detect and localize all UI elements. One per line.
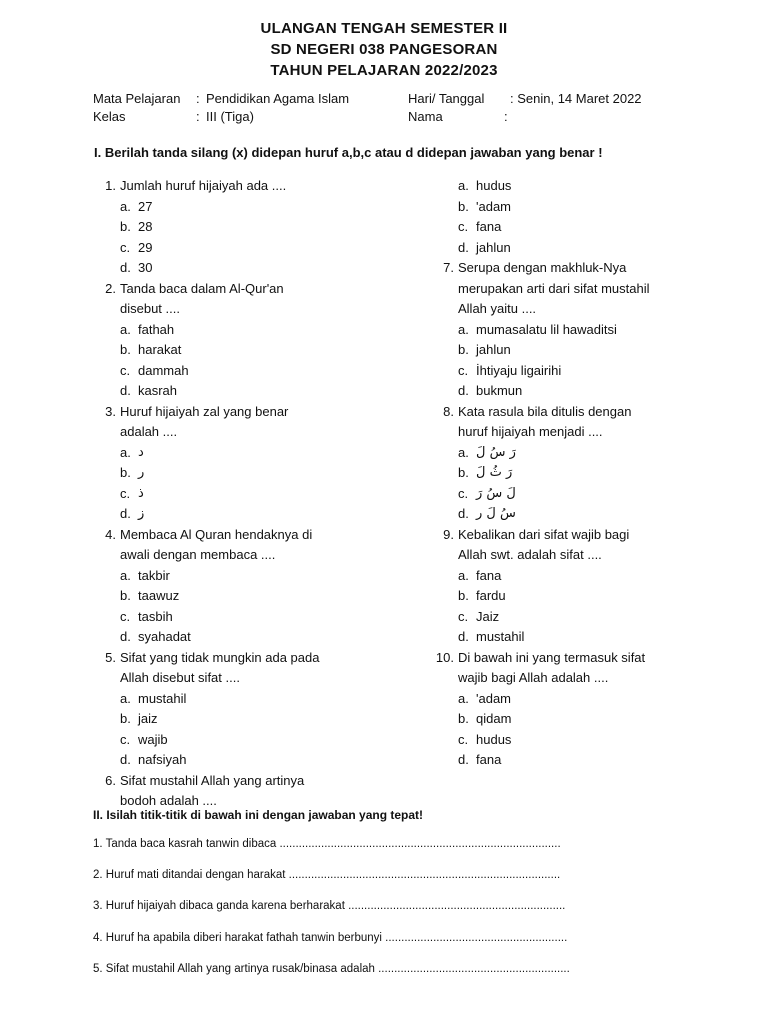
question-line — [92, 525, 412, 546]
question-line — [92, 668, 412, 689]
answer-option[interactable] — [430, 217, 750, 238]
option-text: harakat — [138, 342, 182, 357]
question-text: Allah disebut sifat .... — [120, 670, 240, 685]
question-text: Serupa dengan makhluk-Nya — [458, 260, 627, 275]
answer-option[interactable] — [92, 320, 412, 341]
option-letter: b. — [120, 219, 131, 234]
question-line — [430, 668, 750, 689]
option-text: ز — [138, 506, 145, 521]
option-letter: c. — [120, 239, 131, 255]
question-line — [92, 402, 412, 423]
question-line — [92, 299, 412, 320]
fill-item: 4. Huruf ha apabila diberi harakat fathah tanwin berbunyi ......................................................... — [93, 932, 568, 944]
answer-option[interactable] — [430, 484, 750, 505]
option-letter: b. — [120, 588, 131, 603]
option-text: لَ سُ رَ — [476, 485, 516, 501]
question-text: Membaca Al Quran hendaknya di — [120, 526, 313, 542]
answer-option[interactable] — [430, 607, 750, 628]
question-number: 6. — [105, 772, 116, 788]
option-text: İhtiyaju ligairihi — [476, 362, 562, 378]
question-text: disebut .... — [120, 301, 180, 316]
answer-option[interactable] — [92, 484, 412, 505]
question-number: 10. — [435, 649, 454, 665]
answer-option[interactable] — [92, 463, 412, 484]
answer-option[interactable] — [430, 238, 750, 259]
option-text: fardu — [476, 588, 506, 603]
question-number: 3. — [105, 403, 116, 419]
option-text: takbir — [138, 567, 170, 583]
question-text: bodoh adalah .... — [120, 793, 217, 808]
option-text: fana — [476, 752, 502, 767]
answer-option[interactable] — [92, 381, 412, 402]
question-number: 8. — [443, 403, 454, 419]
answer-option[interactable] — [92, 443, 412, 464]
option-text: ر — [138, 465, 145, 480]
option-letter: a. — [458, 567, 469, 583]
date-label: Hari/ Tanggal — [408, 91, 485, 106]
option-letter: d. — [120, 506, 131, 521]
option-text: jahlun — [476, 239, 511, 255]
option-text: 30 — [138, 260, 153, 275]
question-text: Allah yaitu .... — [458, 301, 537, 316]
question-line — [430, 648, 750, 669]
subject-separator: : — [196, 91, 200, 106]
option-text: taawuz — [138, 588, 180, 603]
answer-option[interactable] — [430, 504, 750, 525]
option-text: qidam — [476, 711, 512, 726]
option-text: bukmun — [476, 383, 523, 398]
question-item — [92, 525, 412, 648]
question-text: Sifat mustahil Allah yang artinya — [120, 772, 305, 788]
option-text: wajib — [138, 731, 168, 747]
option-letter: d. — [458, 383, 469, 398]
answer-option[interactable] — [92, 607, 412, 628]
option-letter: d. — [458, 239, 469, 255]
question-item — [92, 648, 412, 771]
answer-option[interactable] — [92, 689, 412, 710]
option-letter: a. — [458, 444, 469, 460]
option-letter: d. — [120, 383, 131, 398]
question-line — [92, 279, 412, 300]
question-item — [92, 771, 412, 812]
answer-option[interactable] — [92, 258, 412, 279]
question-line — [430, 525, 750, 546]
right-question-column — [430, 176, 750, 771]
answer-option[interactable] — [92, 361, 412, 382]
answer-option[interactable] — [430, 176, 750, 197]
date-value: : Senin, 14 Maret 2022 — [510, 91, 642, 106]
class-label: Kelas — [93, 109, 126, 124]
option-text: mumasalatu lil hawaditsi — [476, 321, 617, 337]
option-letter: b. — [458, 342, 469, 357]
answer-option[interactable] — [92, 217, 412, 238]
option-text: mustahil — [476, 629, 525, 644]
option-letter: a. — [120, 567, 131, 583]
question-line — [92, 648, 412, 669]
option-text: ذ — [138, 485, 144, 501]
option-letter: b. — [120, 711, 131, 726]
answer-option[interactable] — [430, 586, 750, 607]
answer-option[interactable] — [430, 709, 750, 730]
option-letter: b. — [120, 465, 131, 480]
option-text: kasrah — [138, 383, 178, 398]
answer-option[interactable] — [430, 197, 750, 218]
option-letter: d. — [458, 752, 469, 767]
answer-option[interactable] — [92, 627, 412, 648]
option-letter: c. — [120, 608, 131, 624]
option-letter: d. — [458, 506, 469, 521]
name-label: Nama — [408, 109, 443, 124]
section1-instruction: I. Berilah tanda silang (x) didepan huruf a,b,c atau d didepan jawaban yang benar ! — [94, 145, 603, 160]
option-letter: c. — [458, 219, 469, 234]
question-text: Jumlah huruf hijaiyah ada .... — [120, 178, 287, 193]
answer-option[interactable] — [92, 566, 412, 587]
question-line — [92, 422, 412, 443]
answer-option[interactable] — [92, 340, 412, 361]
answer-option[interactable] — [92, 709, 412, 730]
option-letter: c. — [458, 362, 469, 378]
option-text: dammah — [138, 362, 189, 378]
answer-option[interactable] — [92, 504, 412, 525]
option-text: hudus — [476, 178, 512, 193]
option-text: د — [138, 444, 144, 460]
option-text: nafsiyah — [138, 752, 187, 767]
question-item — [92, 279, 412, 402]
question-item — [430, 258, 750, 402]
option-text: سُ لَ ر — [476, 506, 516, 521]
option-text: fathah — [138, 321, 175, 337]
option-text: fana — [476, 219, 502, 234]
question-item — [92, 402, 412, 525]
question-item — [92, 176, 412, 279]
answer-option[interactable] — [430, 340, 750, 361]
question-line — [430, 545, 750, 566]
question-line — [430, 279, 750, 300]
option-text: رَ ثُ لَ — [476, 465, 513, 480]
left-question-column — [92, 176, 412, 812]
option-text: jahlun — [476, 342, 511, 357]
question-text: Allah swt. adalah sifat .... — [458, 547, 602, 562]
option-letter: a. — [120, 690, 131, 706]
option-letter: b. — [458, 588, 469, 603]
option-text: Jaiz — [476, 608, 500, 624]
fill-item: 5. Sifat mustahil Allah yang artinya rusak/binasa adalah ............................................................ — [93, 963, 570, 975]
question-item — [430, 176, 750, 258]
academic-year: TAHUN PELAJARAN 2022/2023 — [270, 62, 498, 79]
answer-option[interactable] — [430, 443, 750, 464]
question-line — [430, 299, 750, 320]
option-letter: a. — [120, 198, 131, 214]
question-line — [92, 771, 412, 792]
option-text: رَ سُ لَ — [476, 444, 516, 460]
question-item — [430, 402, 750, 525]
question-text: Kata rasula bila ditulis dengan — [458, 403, 632, 419]
class-separator: : — [196, 109, 200, 124]
subject-value: Pendidikan Agama Islam — [206, 91, 350, 106]
fill-item: 3. Huruf hijaiyah dibaca ganda karena berharakat .................................................................... — [93, 900, 566, 912]
option-letter: d. — [120, 629, 131, 644]
answer-option[interactable] — [430, 361, 750, 382]
question-text: adalah .... — [120, 424, 178, 439]
answer-option[interactable] — [430, 689, 750, 710]
fill-item: 2. Huruf mati ditandai dengan harakat ..................................................................................... — [93, 869, 561, 881]
option-text: jaiz — [138, 711, 158, 726]
option-text: mustahil — [138, 690, 187, 706]
option-text: 'adam — [476, 690, 512, 706]
question-number: 9. — [443, 526, 454, 542]
option-letter: c. — [458, 485, 469, 501]
question-item — [430, 648, 750, 771]
answer-option[interactable] — [92, 586, 412, 607]
question-text: wajib bagi Allah adalah .... — [458, 670, 609, 685]
question-line — [92, 545, 412, 566]
question-number: 5. — [105, 649, 116, 665]
answer-option[interactable] — [430, 730, 750, 751]
option-text: hudus — [476, 731, 512, 747]
option-letter: a. — [120, 444, 131, 460]
option-text: 29 — [138, 239, 153, 255]
option-letter: b. — [458, 198, 469, 214]
question-text: huruf hijaiyah menjadi .... — [458, 424, 603, 439]
question-line — [430, 422, 750, 443]
question-number: 4. — [105, 526, 116, 542]
question-text: Di bawah ini yang termasuk sifat — [458, 649, 646, 665]
school-name: SD NEGERI 038 PANGESORAN — [270, 41, 498, 58]
class-value: III (Tiga) — [206, 109, 254, 124]
question-text: Kebalikan dari sifat wajib bagi — [458, 526, 630, 542]
question-text: Sifat yang tidak mungkin ada pada — [120, 649, 320, 665]
name-separator: : — [504, 109, 508, 124]
answer-option[interactable] — [430, 320, 750, 341]
option-text: 'adam — [476, 198, 512, 214]
answer-option[interactable] — [430, 381, 750, 402]
question-number: 7. — [443, 260, 454, 275]
option-letter: c. — [120, 731, 131, 747]
option-letter: c. — [458, 731, 469, 747]
question-number: 2. — [105, 280, 116, 296]
answer-option[interactable] — [430, 566, 750, 587]
question-line — [430, 402, 750, 423]
answer-option[interactable] — [430, 750, 750, 771]
question-text: awali dengan membaca .... — [120, 547, 276, 562]
answer-option[interactable] — [92, 197, 412, 218]
fill-item: 1. Tanda baca kasrah tanwin dibaca ........................................................................................ — [93, 838, 561, 850]
question-line — [430, 258, 750, 279]
question-text: Tanda baca dalam Al-Qur'an — [120, 280, 284, 296]
section2-instruction: II. Isilah titik-titik di bawah ini dengan jawaban yang tepat! — [93, 808, 424, 822]
option-letter: b. — [458, 465, 469, 480]
option-letter: d. — [120, 752, 131, 767]
question-item — [430, 525, 750, 648]
option-letter: a. — [458, 321, 469, 337]
option-letter: d. — [458, 629, 469, 644]
option-text: syahadat — [138, 629, 191, 644]
exam-title: ULANGAN TENGAH SEMESTER II — [260, 20, 508, 37]
option-letter: a. — [120, 321, 131, 337]
answer-option[interactable] — [92, 238, 412, 259]
answer-option[interactable] — [430, 627, 750, 648]
option-text: fana — [476, 567, 502, 583]
option-letter: d. — [120, 260, 131, 275]
option-letter: a. — [458, 690, 469, 706]
option-letter: c. — [120, 362, 131, 378]
question-line — [92, 176, 412, 197]
question-number: 1. — [105, 178, 116, 193]
question-text: merupakan arti dari sifat mustahil — [458, 280, 650, 296]
option-letter: c. — [120, 485, 131, 501]
option-letter: c. — [458, 608, 469, 624]
answer-option[interactable] — [92, 730, 412, 751]
option-letter: b. — [458, 711, 469, 726]
answer-option[interactable] — [92, 750, 412, 771]
question-text: Huruf hijaiyah zal yang benar — [120, 403, 289, 419]
option-text: tasbih — [138, 608, 173, 624]
option-text: 27 — [138, 198, 153, 214]
answer-option[interactable] — [430, 463, 750, 484]
option-text: 28 — [138, 219, 153, 234]
option-letter: a. — [458, 178, 469, 193]
subject-label: Mata Pelajaran — [93, 91, 181, 106]
option-letter: b. — [120, 342, 131, 357]
